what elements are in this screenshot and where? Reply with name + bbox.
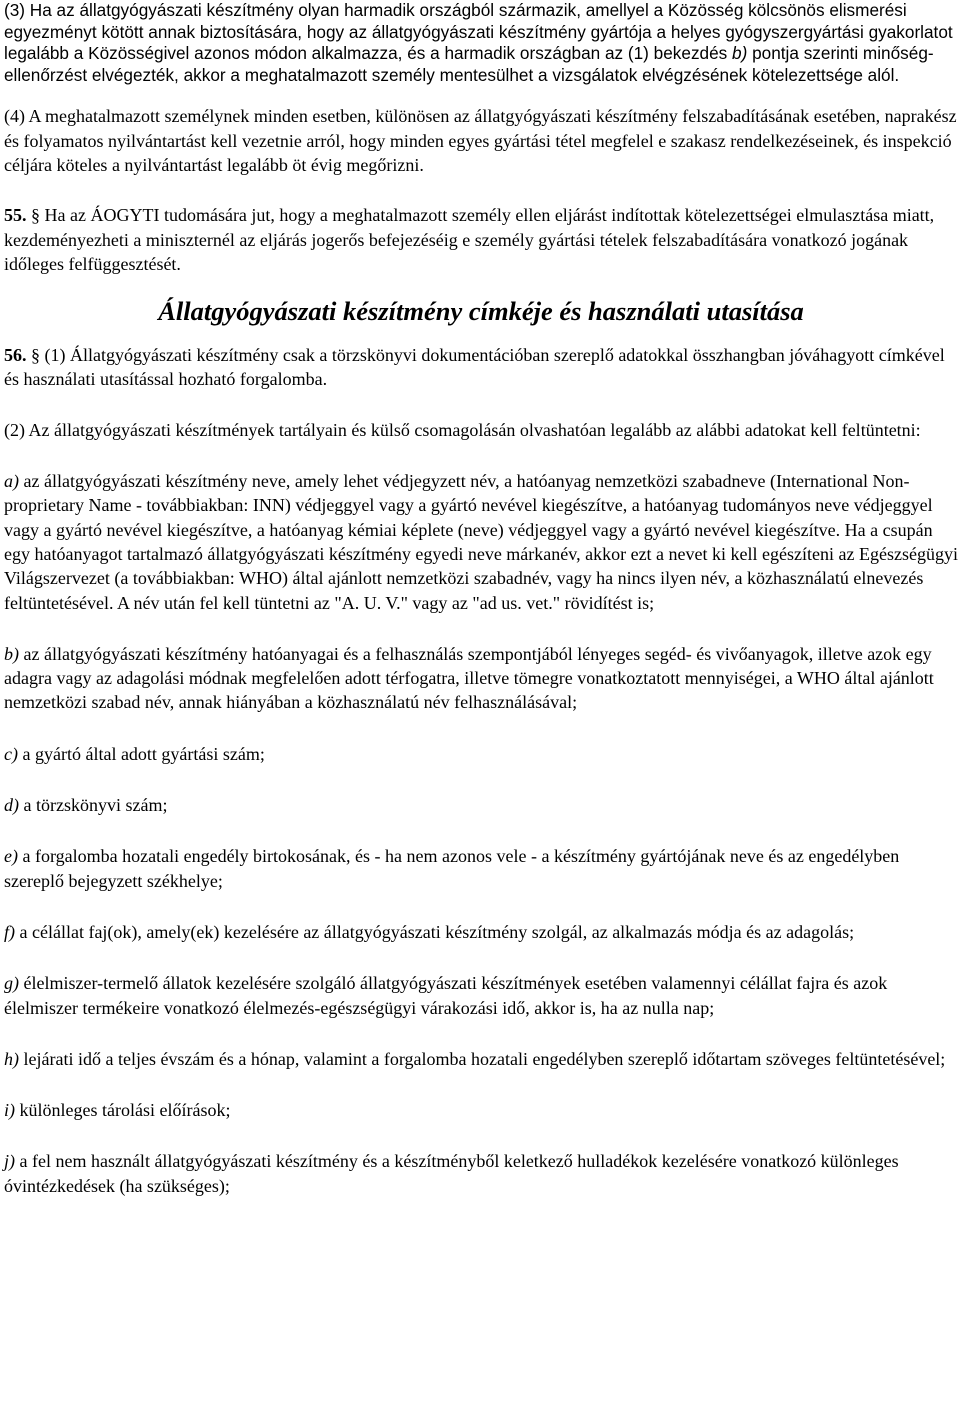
list-item-text: az állatgyógyászati készítmény hatóanyagai és a felhasználás szempontjából lényeges segéd- és vivőanyagok, illetve azok egy adagra vagy az adagolási módnak megfelelően adott térfogatra, illetve tömegre vonatkoztatott mennyiségei, a WHO által ajánlott nemzetközi szabad név, annak hiányában a közhasználatú név felhasználásával;: [4, 643, 934, 713]
list-item-d: [4, 793, 958, 817]
list-item-text: különleges tárolási előírások;: [15, 1100, 231, 1121]
list-item-f: [4, 920, 958, 944]
paragraph-3-text: (3) Ha az állatgyógyászati készítmény olyan harmadik országból származik, amellyel a Közösség kölcsönös elismerési egyezményt kötött annak biztosítására, hogy az állatgyógyászati készítmény gyártója a helyes gyógyszergyártási gyakorlatot legalább a Közösségivel azonos módon alkalmazza, és a harmadik országban az (1) bekezdés: [4, 0, 953, 64]
section-56-text: (1) Állatgyógyászati készítmény csak a törzskönyvi dokumentációban szereplő adatokkal összhangban jóváhagyott címkével és használati utasítással hozható forgalomba.: [4, 345, 945, 390]
list-item-text: az állatgyógyászati készítmény neve, amely lehet védjegyzett név, a hatóanyag nemzetközi szabadneve (International Non-proprietary Name - továbbiakban: INN) védjeggyel vagy a gyártó nevével kiegészítve, a hatóanyag tudományos neve védjeggyel vagy a gyártó nevével kiegészítve, a hatóanyag kémiai képlete (neve) védjeggyel vagy a gyártó nevével kiegészítve. Ha a csupán egy hatóanyagot tartalmazó állatgyógyászati készítmény egyedi neve márkanév, akkor ezt a nevet ki kell egészíteni az Egészségügyi Világszervezet (a továbbiakban: WHO) által ajánlott nemzetközi szabadnév, vagy ha nincs ilyen név, a közhasználatú elnevezés feltüntetésével. A név után fel kell tüntetni az "A. U. V." vagy az "ad us. vet." rövidítést is;: [4, 471, 958, 613]
section-55-text: Ha az ÁOGYTI tudomására jut, hogy a meghatalmazott személy ellen eljárást indítottak kötelezettségei elmulasztása miatt, kezdeményezheti a miniszternél az eljárás jogerős befejezéséig e személy gyártási tételek felszabadítására vonatkozó jogának időleges felfüggesztését.: [4, 205, 935, 274]
list-item-g: [4, 971, 958, 1020]
list-item-letter: e): [4, 846, 18, 867]
list-item-letter: i): [4, 1100, 15, 1121]
list-item-b: [4, 642, 958, 715]
list-item-text: a forgalomba hozatali engedély birtokosának, és - ha nem azonos vele - a készítmény gyártójának neve és az engedélyben szereplő bejegyzett székhelye;: [4, 846, 900, 891]
list-item-text: a célállat faj(ok), amely(ek) kezelésére az állatgyógyászati készítmény szolgál, az alkalmazás módja és az adagolás;: [15, 921, 855, 942]
list-item-text: élelmiszer-termelő állatok kezelésére szolgáló állatgyógyászati készítmények esetében valamennyi célállat fajra és azok élelmiszer termékeire vonatkozó élelmezés-egészségügyi várakozási idő, akkor is, ha az nulla nap;: [4, 973, 888, 1018]
section-sign-icon: §: [26, 205, 40, 226]
section-56-paragraph-2: (2) Az állatgyógyászati készítmények tartályain és külső csomagolásán olvashatóan legalább az alábbi adatokat kell feltüntetni:: [4, 419, 921, 440]
section-55-number: 55.: [4, 205, 27, 226]
list-item-letter: b): [4, 643, 19, 664]
section-heading: Állatgyógyászati készítmény címkéje és használati utasítása: [158, 296, 804, 327]
list-item-e: [4, 844, 958, 893]
list-item-c: [4, 742, 958, 766]
list-item-j: [4, 1149, 958, 1198]
list-item-a: [4, 469, 958, 615]
list-item-h: [4, 1047, 958, 1071]
paragraph-3: [4, 0, 958, 86]
list-item-letter: j): [4, 1151, 15, 1172]
list-item-letter: g): [4, 973, 19, 994]
section-55: [4, 203, 958, 276]
list-item-letter: f): [4, 921, 15, 942]
list-item-letter: c): [4, 743, 18, 764]
paragraph-3-text-end: pontja szerinti minőség-ellenőrzést elvégezték, akkor a meghatalmazott személy mentesülhet a vizsgálatok elvégzésének kötelezettsége alól.: [4, 43, 934, 85]
list-item-i: [4, 1098, 958, 1122]
section-56-number: 56.: [4, 345, 27, 366]
list-item-letter: a): [4, 471, 19, 492]
paragraph-4: (4) A meghatalmazott személynek minden esetben, különösen az állatgyógyászati készítmény felszabadításának esetében, naprakész és folyamatos nyilvántartást kell vezetnie arról, hogy minden egyes gyártási tétel megfelel e szakasz rendelkezéseinek, és inspekció céljára köteles a nyilvántartást legalább öt évig megőrizni.: [4, 106, 957, 175]
section-56-paragraph-1: [4, 343, 958, 392]
paragraph-3-ref: b): [732, 43, 748, 64]
document-page: [4, 0, 958, 1198]
list-item-text: a gyártó által adott gyártási szám;: [17, 743, 265, 764]
list-item-text: lejárati idő a teljes évszám és a hónap, valamint a forgalomba hozatali engedélyben szereplő időtartam szöveges feltüntetésével;: [19, 1048, 946, 1069]
list-item-letter: d): [4, 795, 19, 816]
list-item-text: a fel nem használt állatgyógyászati készítmény és a készítményből keletkező hulladékok kezelésére vonatkozó különleges óvintézkedések (ha szükséges);: [4, 1151, 899, 1196]
list-item-letter: h): [4, 1048, 19, 1069]
section-sign-icon: §: [26, 345, 40, 366]
list-item-text: a törzskönyvi szám;: [19, 795, 168, 816]
